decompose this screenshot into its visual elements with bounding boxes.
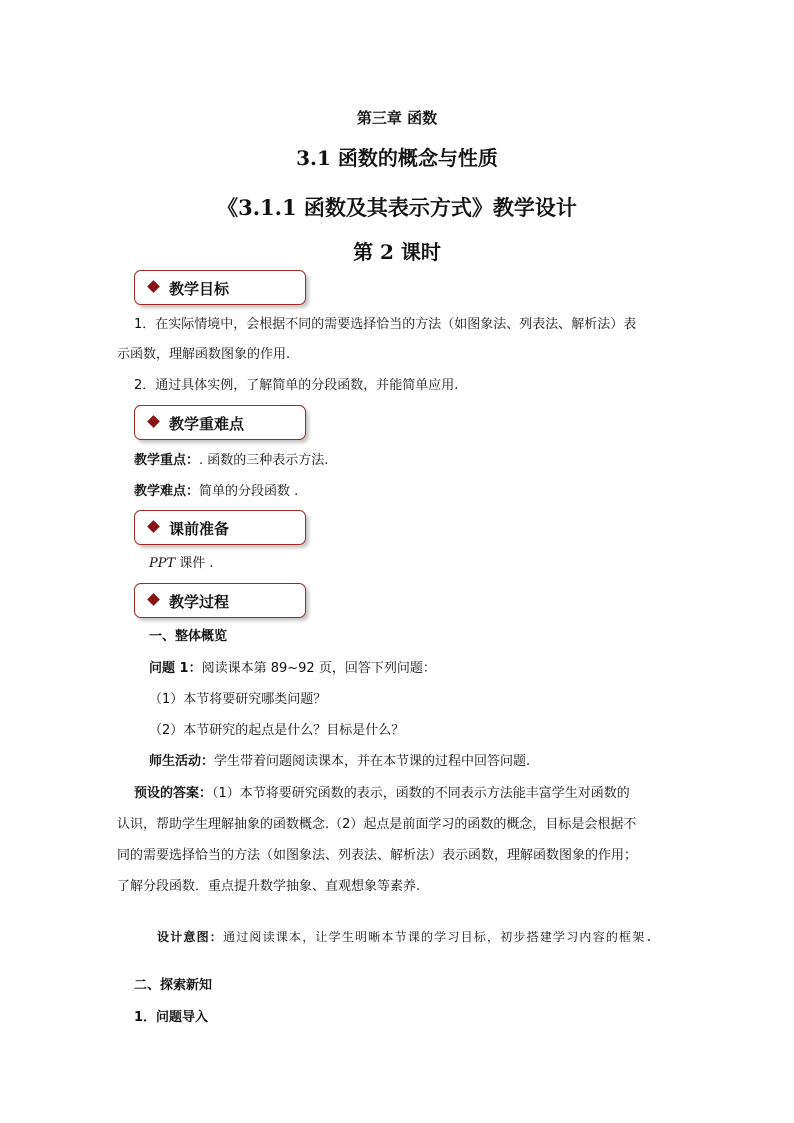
preparation-header-label: 课前准备 <box>169 520 230 538</box>
key-points-header-box <box>134 405 306 440</box>
objectives-header-box <box>134 270 306 305</box>
difficulty-label: 教学难点： <box>134 484 200 499</box>
objectives-header-label: 教学目标 <box>169 280 230 298</box>
difficulty-text: 简单的分段函数 . <box>199 484 299 499</box>
diamond-bullet-icon <box>147 593 160 606</box>
preparation-line <box>149 556 214 572</box>
objective-1-line-1: 1．在实际情境中，会根据不同的需要选择恰当的方法（如图象法、列表法、解析法）表 <box>134 317 637 332</box>
focus-text: . 函数的三种表示方法. <box>199 453 329 468</box>
diamond-bullet-icon <box>147 415 160 428</box>
question1-sub2: （2）本节研究的起点是什么？目标是什么？ <box>149 723 405 738</box>
part1-heading: 一、整体概览 <box>149 629 228 644</box>
period-title: 第 2 课时 <box>353 240 441 264</box>
design-intent-label: 设计意图： <box>157 930 224 944</box>
ppt-suffix: 课件 . <box>175 556 214 571</box>
diamond-bullet-icon <box>147 280 160 293</box>
section-title: 3.1 函数的概念与性质 <box>296 146 498 170</box>
process-header-box <box>134 583 306 618</box>
answer-line-2: 认识，帮助学生理解抽象的函数概念.（2）起点是前面学习的函数的概念，目标是会根据不 <box>117 817 637 832</box>
chapter-title: 第三章 函数 <box>356 109 438 127</box>
design-intent-text: 通过阅读课本，让学生明晰本节课的学习目标，初步搭建学习内容的框架. <box>223 930 654 944</box>
focus-line <box>134 453 328 469</box>
question1-line <box>149 661 436 677</box>
diamond-bullet-icon <box>147 520 160 533</box>
process-header-label: 教学过程 <box>169 593 230 611</box>
answer-line-1 <box>134 786 630 802</box>
difficulty-line <box>134 484 298 500</box>
sub1-heading: 1．问题导入 <box>134 1010 209 1025</box>
answer-line-3: 同的需要选择恰当的方法（如图象法、列表法、解析法）表示函数，理解函数图象的作用； <box>117 848 638 863</box>
question1-text: 阅读课本第 89~92 页，回答下列问题： <box>201 661 436 676</box>
activity-line <box>149 754 530 770</box>
answer-line-4: 了解分段函数．重点提升数学抽象、直观想象等素养. <box>117 879 421 894</box>
objective-2: 2．通过具体实例，了解简单的分段函数，并能简单应用. <box>134 378 459 393</box>
answer-label: 预设的答案： <box>134 786 213 801</box>
question1-label: 问题 1： <box>149 661 202 676</box>
lesson-title: 《3.1.1 函数及其表示方式》教学设计 <box>217 195 577 220</box>
question1-sub1: （1）本节将要研究哪类问题？ <box>149 692 327 707</box>
part2-heading: 二、探索新知 <box>134 978 213 993</box>
focus-label: 教学重点： <box>134 453 200 468</box>
activity-label: 师生活动： <box>149 754 215 769</box>
activity-text: 学生带着问题阅读课本，并在本节课的过程中回答问题. <box>214 754 531 769</box>
ppt-text: PPT <box>149 556 176 571</box>
objective-1-line-2: 示函数，理解函数图象的作用. <box>117 347 291 362</box>
preparation-header-box <box>134 510 306 545</box>
key-points-header-label: 教学重难点 <box>169 415 245 433</box>
answer-text-1: （1）本节将要研究函数的表示，函数的不同表示方法能丰富学生对函数的 <box>212 786 630 801</box>
design-intent-line <box>157 930 654 944</box>
